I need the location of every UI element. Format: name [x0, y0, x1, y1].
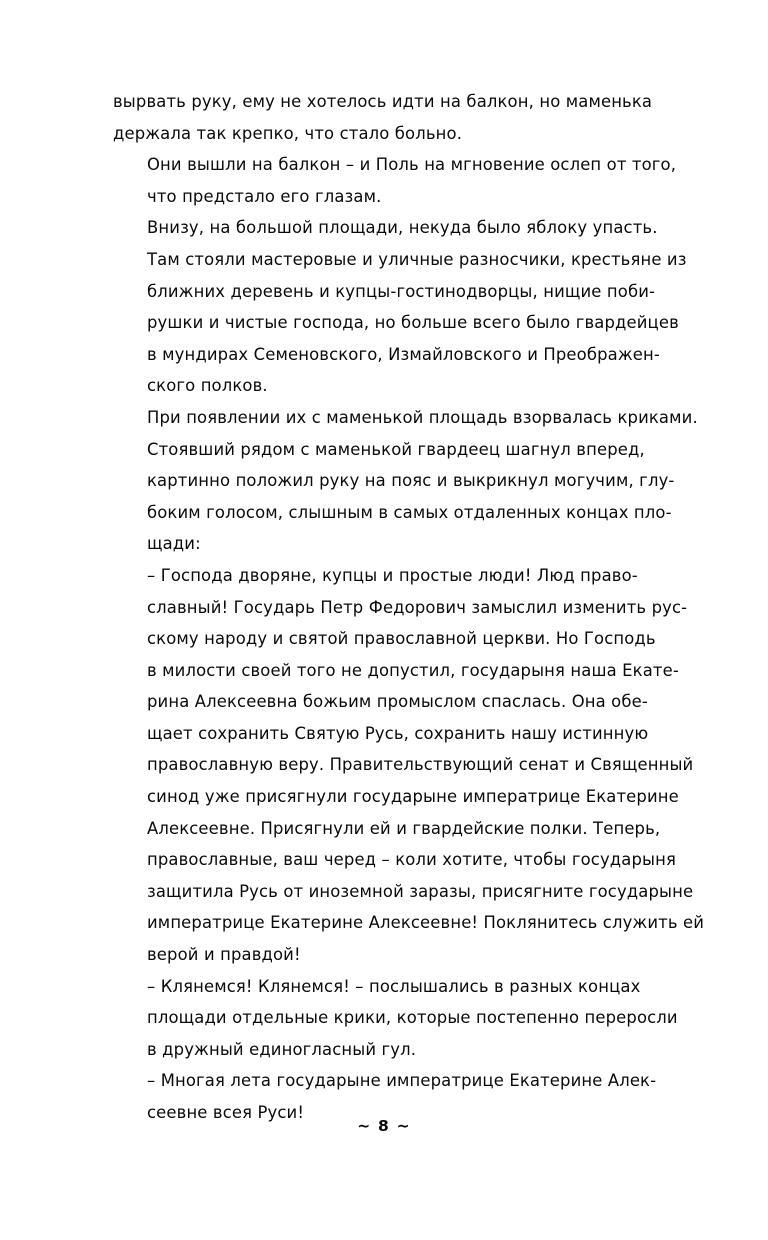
paragraph — [113, 402, 698, 434]
text-line: в милости своей того не допустил, государыня наша Екате- — [147, 660, 679, 680]
text-line: боким голосом, слышным в самых отдаленных концах пло- — [147, 502, 672, 522]
text-line: сеевне всея Руси! — [147, 1103, 305, 1122]
text-line: скому народу и святой православной церкви. Но Господь — [147, 629, 656, 649]
text-line: защитила Русь от иноземной заразы, присягните государыне — [147, 881, 694, 901]
text-line: Они вышли на балкон – и Поль на мгновение ослеп от того, — [147, 155, 677, 175]
text-line: – Клянемся! Клянемся! – послышались в разных концах — [147, 976, 641, 996]
text-line: Алексеевне. Присягнули ей и гвардейские полки. Теперь, — [147, 818, 661, 838]
text-line: – Господа дворяне, купцы и простые люди! Люд право- — [147, 565, 638, 585]
text-line: ского полков. — [147, 376, 268, 396]
text-line: Внизу, на большой площади, некуда было яблоку упасть. — [147, 218, 658, 238]
text-line: – Многая лета государыне императрице Екатерине Алек- — [147, 1071, 657, 1091]
text-line: верой и правдой! — [147, 945, 301, 965]
text-line: Там стояли мастеровые и уличные разносчики, крестьяне из — [147, 249, 687, 269]
text-line: вырвать руку, ему не хотелось идти на балкон, но маменька — [113, 92, 653, 111]
text-line: православные, ваш черед – коли хотите, чтобы государыня — [147, 850, 676, 870]
page-number: ~ 8 ~ — [357, 1117, 411, 1135]
paragraph — [113, 86, 658, 149]
text-line: ближних деревень и купцы-гостинодворцы, нищие поби- — [147, 281, 656, 301]
text-line: православную веру. Правительствующий сенат и Священный — [147, 755, 694, 775]
text-line: щает сохранить Святую Русь, сохранить нашу истинную — [147, 723, 649, 743]
text-line: щади: — [147, 534, 201, 554]
text-line: При появлении их с маменькой площадь взорвалась криками. — [147, 407, 698, 427]
paragraph — [113, 434, 675, 560]
paragraph — [113, 212, 687, 402]
text-line: славный! Государь Петр Федорович замыслил изменить рус- — [147, 597, 688, 617]
text-line: площади отдельные крики, которые постепенно переросли — [147, 1008, 678, 1028]
text-line: держала так крепко, что стало больно. — [113, 123, 463, 143]
text-line: императрице Екатерине Алексеевне! Поклянитесь служить ей — [147, 913, 705, 933]
text-line: рушки и чистые господа, но больше всего было гвардейцев — [147, 313, 679, 333]
text-line: картинно положил руку на пояс и выкрикнул могучим, глу- — [147, 471, 675, 491]
text-line: что предстало его глазам. — [147, 186, 382, 206]
paragraph — [113, 560, 705, 971]
paragraph — [113, 149, 677, 212]
text-line: в мундирах Семеновского, Измайловского и Преображен- — [147, 344, 660, 364]
page-text-body — [113, 86, 705, 1129]
text-line: синод уже присягнули государыне императрице Екатерине — [147, 787, 679, 807]
text-line: в дружный единогласный гул. — [147, 1039, 417, 1059]
paragraph — [113, 971, 678, 1066]
text-line: Стоявший рядом с маменькой гвардеец шагнул вперед, — [147, 439, 645, 459]
text-line: рина Алексеевна божьим промыслом спаслась. Она обе- — [147, 692, 648, 712]
